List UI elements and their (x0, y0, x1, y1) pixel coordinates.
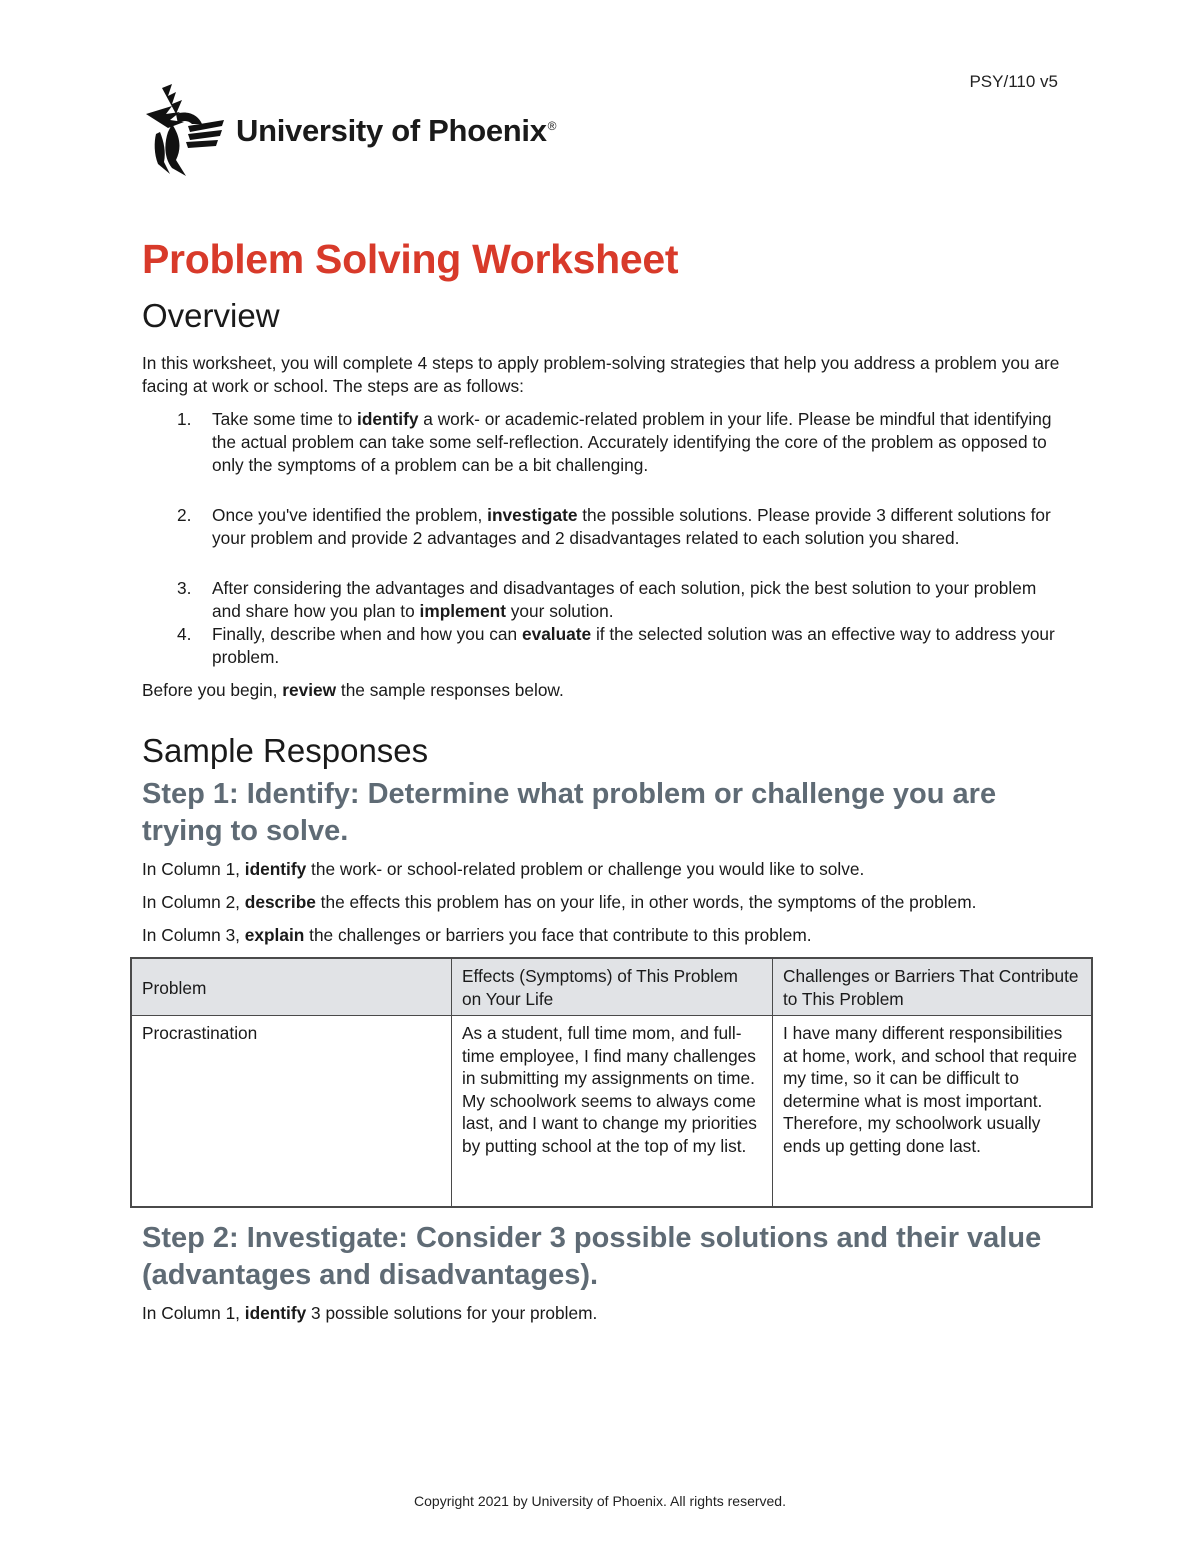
logo-wordmark: University of Phoenix® (236, 113, 557, 148)
copyright-footer: Copyright 2021 by University of Phoenix. All rights reserved. (414, 1493, 786, 1509)
page-title: Problem Solving Worksheet (142, 236, 679, 282)
course-code: PSY/110 v5 (969, 72, 1058, 91)
column2-instruction: In Column 2, describe the effects this problem has on your life, in other words, the symptoms of the problem. (142, 892, 977, 912)
step2-instruction: In Column 1, identify 3 possible solutions for your problem. (142, 1303, 598, 1323)
column1-instruction: In Column 1, identify the work- or school-related problem or challenge you would like to solve. (142, 859, 865, 879)
cell-problem: Procrastination (131, 1016, 452, 1208)
review-note: Before you begin, review the sample responses below. (142, 680, 564, 700)
step1-heading: Step 1: Identify: Determine what problem or challenge you are trying to solve. (142, 778, 997, 847)
header-problem: Problem (131, 958, 452, 1016)
list-item: 3. After considering the advantages and disadvantages of each solution, pick the best solution to your problem and share how you plan to implement your solution. (177, 578, 1037, 621)
step1-table (130, 957, 1093, 1208)
list-item: 4. Finally, describe when and how you can evaluate if the selected solution was an effective way to address your problem. (177, 624, 1055, 667)
column3-instruction: In Column 3, explain the challenges or barriers you face that contribute to this problem. (142, 925, 812, 945)
overview-intro: In this worksheet, you will complete 4 steps to apply problem-solving strategies that help you address a problem you are facing at work or school. The steps are as follows: (142, 353, 1060, 396)
table-row (131, 1016, 1092, 1208)
cell-effects: As a student, full time mom, and full-time employee, I find many challenges in submitting my assignments on time. My schoolwork seems to always come last, and I want to change my priorities by putting school at the top of my list. (452, 1016, 773, 1208)
step2-heading: Step 2: Investigate: Consider 3 possible solutions and their value (advantages and disadvantages). (142, 1222, 1042, 1291)
sample-responses-heading: Sample Responses (142, 732, 429, 769)
university-logo (142, 84, 556, 178)
header-effects: Effects (Symptoms) of This Problem on Your Life (452, 958, 773, 1016)
list-item: 1. Take some time to identify a work- or academic-related problem in your life. Please be mindful that identifying the actual problem can take some self-reflection. Accurately identifying the core of the problem as opposed to only the symptoms of a problem can be a bit challenging. (177, 409, 1052, 475)
phoenix-bird-icon (142, 84, 226, 178)
cell-challenges: I have many different responsibilities at home, work, and school that require my time, so it can be difficult to determine what is most important. Therefore, my schoolwork usually ends up getting done last. (773, 1016, 1093, 1208)
overview-heading: Overview (142, 297, 280, 334)
document-body (142, 236, 1079, 1325)
steps-list (142, 408, 1062, 669)
header-challenges: Challenges or Barriers That Contribute to This Problem (773, 958, 1093, 1016)
table-header-row (131, 958, 1092, 1016)
list-item: 2. Once you've identified the problem, investigate the possible solutions. Please provide 3 different solutions for your problem and provide 2 advantages and 2 disadvantages related to each solution you shared. (177, 505, 1051, 548)
